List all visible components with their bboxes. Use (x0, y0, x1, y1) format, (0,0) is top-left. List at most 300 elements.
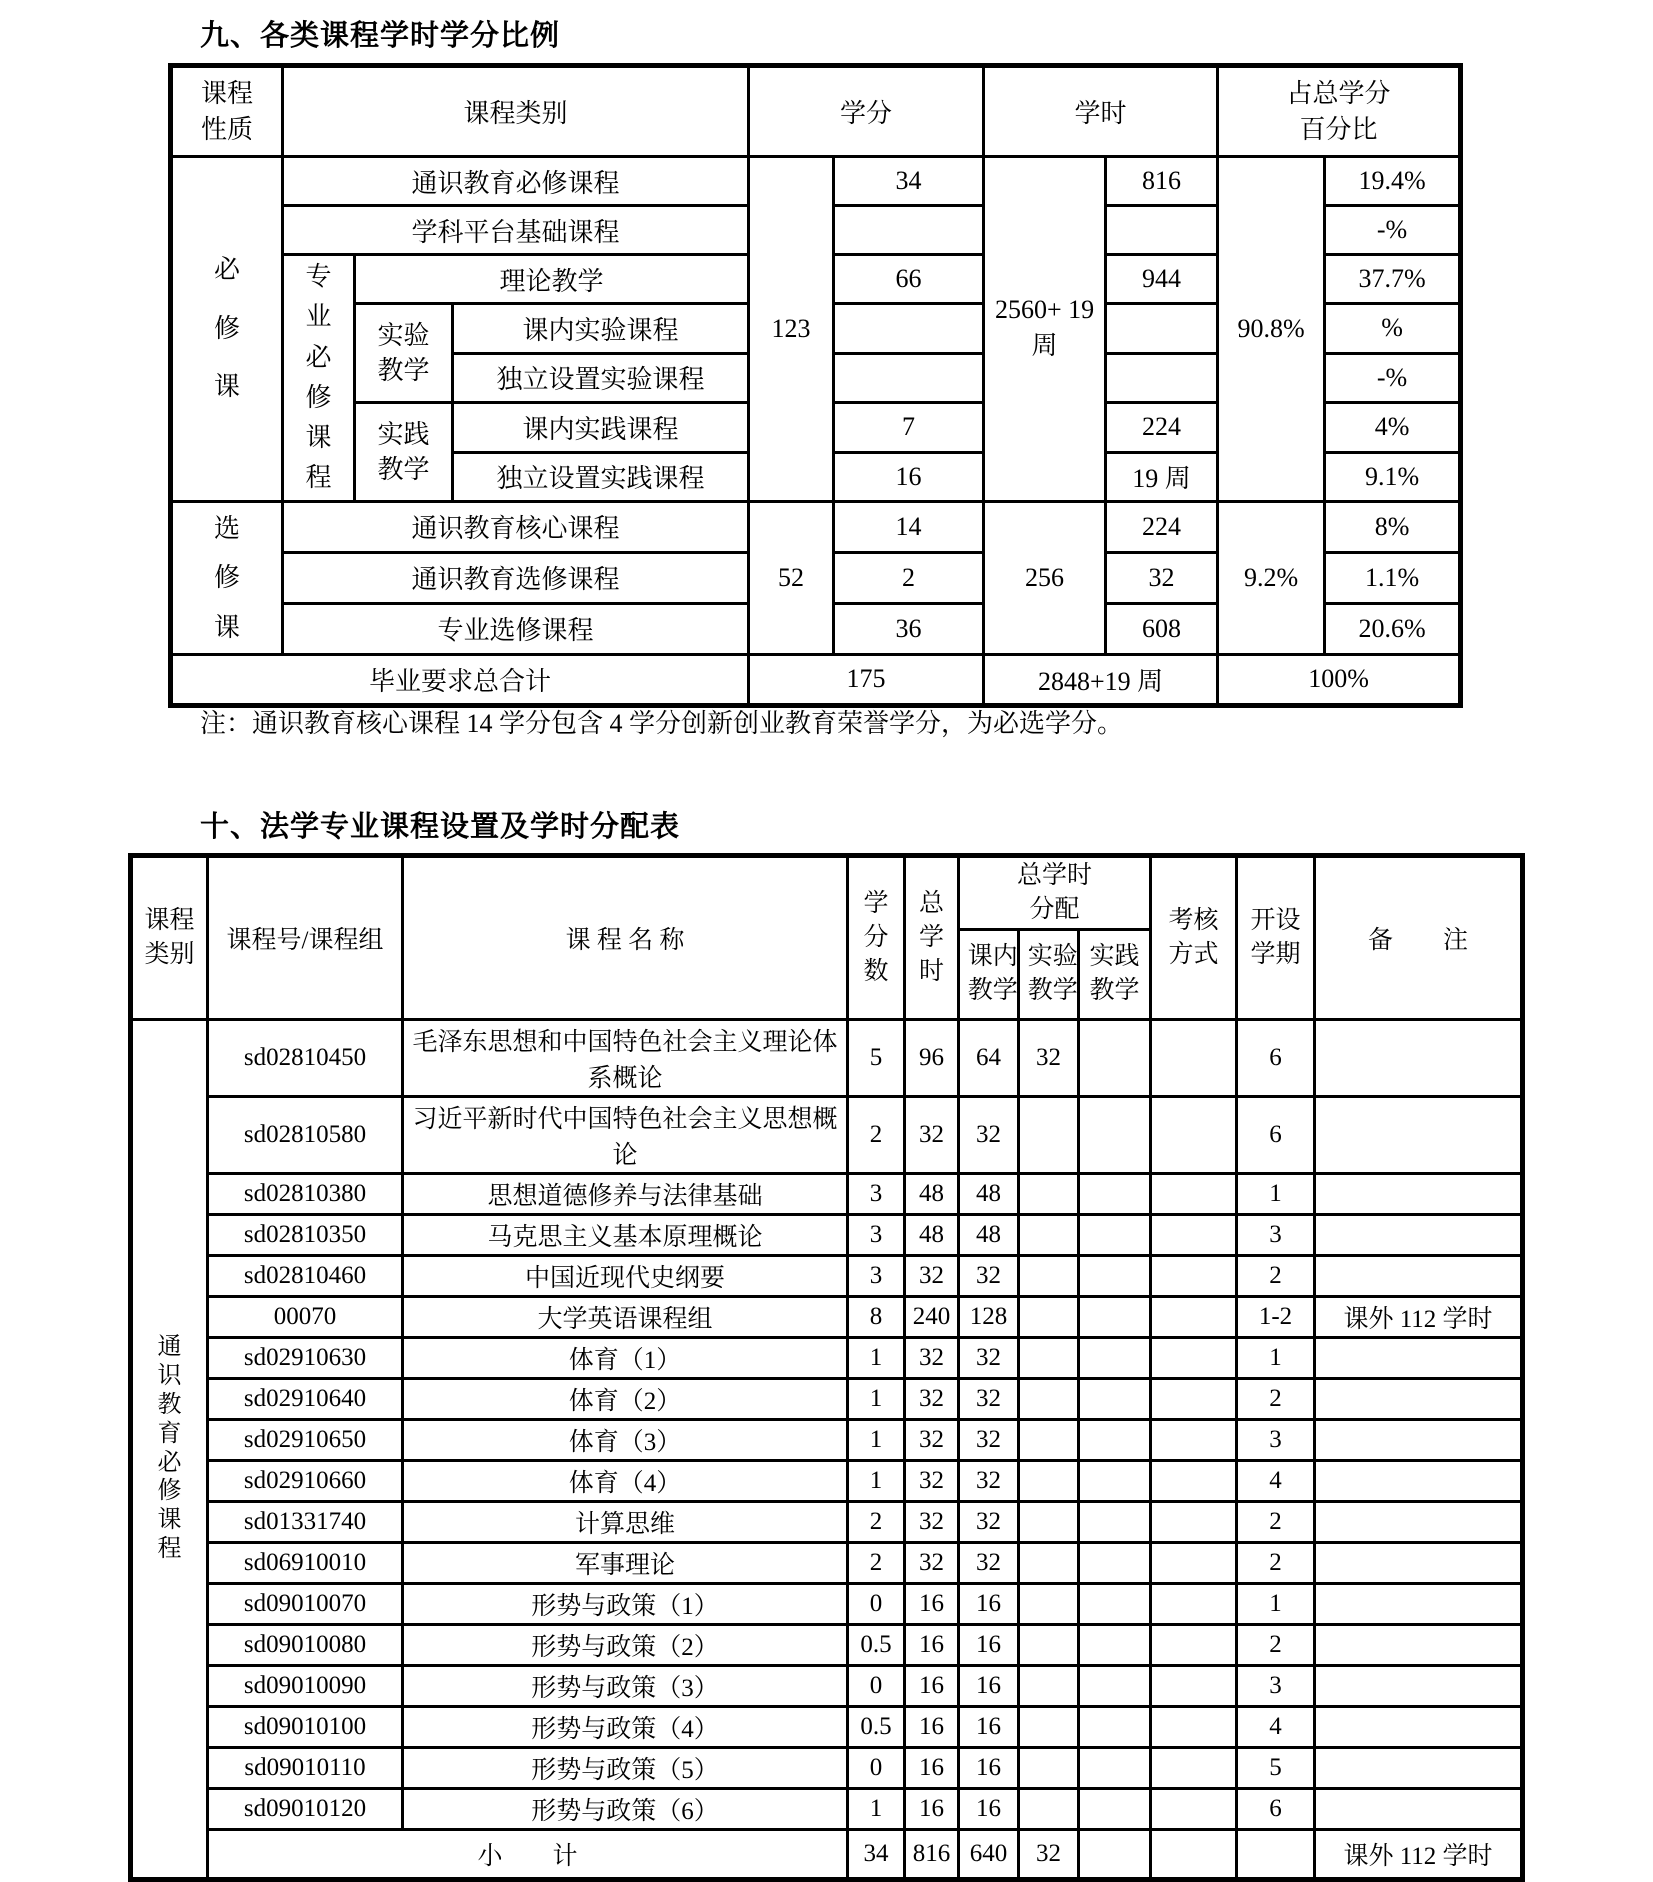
total-cell: 16 (905, 1788, 959, 1829)
remarks-cell (1315, 1460, 1523, 1501)
semester-cell: 1-2 (1237, 1296, 1315, 1337)
assessment-cell (1151, 1214, 1237, 1255)
assessment-cell (1151, 1173, 1237, 1214)
total-cell: 32 (905, 1378, 959, 1419)
remarks-cell (1315, 1255, 1523, 1296)
category-header-label: 课程类别 (144, 907, 195, 968)
assessment-header-label: 考核方式 (1168, 907, 1219, 968)
practice-cell (1079, 1337, 1151, 1378)
t2-header-total-hours (905, 856, 959, 1020)
experiment-cell (1019, 1501, 1079, 1542)
course-row (131, 1624, 1523, 1665)
hours-alloc-header-label: 总学时分配 (1016, 862, 1092, 923)
t1-total-row (171, 654, 1461, 705)
course-name-cell: 军事理论 (403, 1542, 848, 1583)
hour-cell: 224 (1106, 501, 1218, 552)
t2-header-credits (848, 856, 905, 1020)
credits-cell: 34 (848, 1829, 905, 1879)
semester-cell: 2 (1237, 1378, 1315, 1419)
pct-cell: 8% (1325, 501, 1461, 552)
in_class-cell: 32 (959, 1255, 1019, 1296)
course-name-cell: 计算思维 (403, 1501, 848, 1542)
required-credit-total-cell: 123 (749, 157, 834, 502)
hour-cell: 816 (1106, 157, 1218, 206)
credit-cell: 66 (834, 255, 984, 304)
course-row (131, 1419, 1523, 1460)
total-cell: 32 (905, 1096, 959, 1173)
course-number-cell: sd02910630 (208, 1337, 403, 1378)
in_class-cell: 64 (959, 1019, 1019, 1096)
t2-header-assessment (1151, 856, 1237, 1020)
total-cell: 816 (905, 1829, 959, 1879)
semester-cell: 3 (1237, 1665, 1315, 1706)
t2-header-hours-alloc (959, 856, 1151, 930)
semester-cell: 3 (1237, 1214, 1315, 1255)
practice-cell (1079, 1419, 1151, 1460)
hour-cell: 944 (1106, 255, 1218, 304)
practice-cell (1079, 1788, 1151, 1829)
t2-header-semester (1237, 856, 1315, 1020)
course-name-cell: 形势与政策（2） (403, 1624, 848, 1665)
practice-cell (1079, 1378, 1151, 1419)
graduation-total-label-cell: 毕业要求总合计 (171, 654, 749, 705)
t2-header-in-class (959, 929, 1019, 1019)
course-number-cell: sd09010100 (208, 1706, 403, 1747)
credit-cell: 34 (834, 157, 984, 206)
t1-header-course-nature (171, 66, 283, 157)
semester-cell: 6 (1237, 1019, 1315, 1096)
course-row (131, 1542, 1523, 1583)
course-name-cell: 形势与政策（3） (403, 1665, 848, 1706)
credit-cell: 14 (834, 501, 984, 552)
total-cell: 240 (905, 1296, 959, 1337)
required-hour-total-cell: 2560+ 19 周 (984, 157, 1106, 502)
assessment-cell (1151, 1829, 1237, 1879)
semester-cell: 4 (1237, 1460, 1315, 1501)
assessment-cell (1151, 1706, 1237, 1747)
experiment-cell (1019, 1747, 1079, 1788)
credits-cell: 0.5 (848, 1624, 905, 1665)
total-hours-header-label: 总学时 (918, 890, 944, 985)
category-cell: 专业选修课程 (283, 603, 749, 654)
course-name-cell: 体育（1） (403, 1337, 848, 1378)
remarks-cell (1315, 1542, 1523, 1583)
category-cell: 通识教育必修课程 (283, 157, 749, 206)
remarks-cell: 课外 112 学时 (1315, 1829, 1523, 1879)
credits-cell: 3 (848, 1214, 905, 1255)
course-row (131, 1337, 1523, 1378)
practice-cell (1079, 1019, 1151, 1096)
assessment-cell (1151, 1583, 1237, 1624)
course-number-cell: sd02810460 (208, 1255, 403, 1296)
course-name-cell: 形势与政策（1） (403, 1583, 848, 1624)
in_class-cell: 16 (959, 1788, 1019, 1829)
t2-header-course-no: 课程号/课程组 (208, 856, 403, 1020)
pct-cell: 4% (1325, 402, 1461, 452)
credits-header-label: 学分数 (863, 890, 889, 985)
total-cell: 16 (905, 1624, 959, 1665)
practice-cell (1079, 1829, 1151, 1879)
credits-cell: 2 (848, 1501, 905, 1542)
t2-header-remarks: 备 注 (1315, 856, 1523, 1020)
credits-cell: 2 (848, 1096, 905, 1173)
pct-cell: 9.1% (1325, 452, 1461, 501)
in_class-cell: 32 (959, 1542, 1019, 1583)
section10-title: 十、法学专业课程设置及学时分配表 (200, 811, 681, 843)
hour-cell: 19 周 (1106, 452, 1218, 501)
course-name-cell: 毛泽东思想和中国特色社会主义理论体系概论 (403, 1019, 848, 1096)
course-number-cell: sd02910640 (208, 1378, 403, 1419)
credits-cell: 1 (848, 1337, 905, 1378)
pct-cell: % (1325, 304, 1461, 354)
elective-pct-total-cell: 9.2% (1218, 501, 1325, 654)
semester-cell: 2 (1237, 1501, 1315, 1542)
graduation-total-pct-cell: 100% (1218, 654, 1461, 705)
experiment-cell (1019, 1173, 1079, 1214)
semester-cell: 1 (1237, 1337, 1315, 1378)
t1-row (171, 157, 1461, 206)
practice-cell (1079, 1747, 1151, 1788)
pct-cell: -% (1325, 353, 1461, 402)
practice-cell (1079, 1255, 1151, 1296)
hour-cell (1106, 353, 1218, 402)
experiment-cell (1019, 1460, 1079, 1501)
practice-cell (1079, 1096, 1151, 1173)
nature-elective-cell (171, 501, 283, 654)
remarks-cell (1315, 1706, 1523, 1747)
in_class-cell: 32 (959, 1501, 1019, 1542)
category-cell: 课内实验课程 (453, 304, 749, 354)
semester-cell: 6 (1237, 1096, 1315, 1173)
hour-cell: 32 (1106, 552, 1218, 603)
course-number-cell: sd01331740 (208, 1501, 403, 1542)
category-cell: 通识教育选修课程 (283, 552, 749, 603)
t1-header-credits: 学分 (749, 66, 984, 157)
credits-cell: 0 (848, 1747, 905, 1788)
total-cell: 32 (905, 1337, 959, 1378)
section9-title: 九、各类课程学时学分比例 (200, 20, 561, 52)
in_class-cell: 32 (959, 1378, 1019, 1419)
semester-cell: 2 (1237, 1255, 1315, 1296)
semester-cell: 1 (1237, 1173, 1315, 1214)
graduation-total-hour-cell: 2848+19 周 (984, 654, 1218, 705)
assessment-cell (1151, 1337, 1237, 1378)
course-row (131, 1460, 1523, 1501)
practice-cell (1079, 1214, 1151, 1255)
t1-header-course-category: 课程类别 (283, 66, 749, 157)
course-name-cell: 大学英语课程组 (403, 1296, 848, 1337)
remarks-cell (1315, 1788, 1523, 1829)
in_class-cell: 16 (959, 1665, 1019, 1706)
in_class-cell: 32 (959, 1096, 1019, 1173)
course-name-cell: 体育（3） (403, 1419, 848, 1460)
category-cell: 通识教育核心课程 (283, 501, 749, 552)
practice-header-label: 实践教学 (1089, 943, 1140, 1004)
in_class-cell: 128 (959, 1296, 1019, 1337)
t1-header-pct (1218, 66, 1461, 157)
course-row (131, 1665, 1523, 1706)
assessment-cell (1151, 1665, 1237, 1706)
credits-cell: 1 (848, 1419, 905, 1460)
course-row (131, 1296, 1523, 1337)
in_class-cell: 16 (959, 1747, 1019, 1788)
remarks-cell (1315, 1419, 1523, 1460)
pct-cell: 20.6% (1325, 603, 1461, 654)
remarks-cell (1315, 1173, 1523, 1214)
assessment-cell (1151, 1542, 1237, 1583)
semester-cell: 4 (1237, 1706, 1315, 1747)
credits-cell: 1 (848, 1788, 905, 1829)
course-name-cell: 中国近现代史纲要 (403, 1255, 848, 1296)
credit-cell: 7 (834, 402, 984, 452)
subtotal-label-cell: 小 计 (208, 1829, 848, 1879)
total-cell: 32 (905, 1501, 959, 1542)
course-table-body (131, 1019, 1523, 1879)
major-required-group-cell (283, 255, 355, 502)
credits-cell: 0 (848, 1583, 905, 1624)
in-class-header-label: 课内教学 (967, 943, 1018, 1004)
remarks-cell (1315, 1747, 1523, 1788)
course-nature-label: 课程性质 (200, 79, 253, 144)
experiment-cell: 32 (1019, 1829, 1079, 1879)
semester-cell: 6 (1237, 1788, 1315, 1829)
practice-cell (1079, 1296, 1151, 1337)
course-number-cell: sd09010090 (208, 1665, 403, 1706)
course-row (131, 1214, 1523, 1255)
experiment-cell (1019, 1419, 1079, 1460)
experiment-teaching-group-cell (355, 304, 453, 403)
remarks-cell (1315, 1378, 1523, 1419)
practice-cell (1079, 1583, 1151, 1624)
course-category-label: 通识教育必修课程 (157, 1334, 182, 1562)
required-label: 必修课 (213, 255, 240, 402)
t2-header-category (131, 856, 208, 1020)
in_class-cell: 32 (959, 1337, 1019, 1378)
t1-row (171, 501, 1461, 552)
course-number-cell: sd09010110 (208, 1747, 403, 1788)
credit-cell (834, 304, 984, 354)
hour-cell: 224 (1106, 402, 1218, 452)
remarks-cell (1315, 1583, 1523, 1624)
credits-cell: 2 (848, 1542, 905, 1583)
semester-header-label: 开设学期 (1250, 907, 1301, 968)
semester-cell: 2 (1237, 1624, 1315, 1665)
course-row (131, 1019, 1523, 1096)
credits-cell: 3 (848, 1255, 905, 1296)
course-row (131, 1501, 1523, 1542)
course-number-cell: sd02910660 (208, 1460, 403, 1501)
course-number-cell: 00070 (208, 1296, 403, 1337)
semester-cell: 2 (1237, 1542, 1315, 1583)
course-name-cell: 习近平新时代中国特色社会主义思想概论 (403, 1096, 848, 1173)
total-cell: 16 (905, 1706, 959, 1747)
credit-ratio-table (168, 63, 1463, 708)
t1-header-hours: 学时 (984, 66, 1218, 157)
course-schedule-table (128, 853, 1525, 1882)
assessment-cell (1151, 1096, 1237, 1173)
practice-teaching-label: 实践教学 (377, 419, 430, 484)
credit-cell: 16 (834, 452, 984, 501)
remarks-cell (1315, 1624, 1523, 1665)
assessment-cell (1151, 1019, 1237, 1096)
practice-cell (1079, 1624, 1151, 1665)
experiment-cell (1019, 1096, 1079, 1173)
total-cell: 48 (905, 1214, 959, 1255)
in_class-cell: 32 (959, 1460, 1019, 1501)
credits-cell: 8 (848, 1296, 905, 1337)
total-cell: 32 (905, 1460, 959, 1501)
in_class-cell: 32 (959, 1419, 1019, 1460)
experiment-header-label: 实验教学 (1027, 943, 1078, 1004)
t2-header-row-1 (131, 856, 1523, 930)
course-name-cell: 思想道德修养与法律基础 (403, 1173, 848, 1214)
course-category-cell (131, 1019, 208, 1879)
course-name-cell: 形势与政策（6） (403, 1788, 848, 1829)
category-cell: 独立设置实践课程 (453, 452, 749, 501)
practice-cell (1079, 1665, 1151, 1706)
assessment-cell (1151, 1255, 1237, 1296)
hour-cell: 608 (1106, 603, 1218, 654)
credit-cell (834, 353, 984, 402)
category-cell: 学科平台基础课程 (283, 206, 749, 255)
course-row (131, 1096, 1523, 1173)
total-cell: 32 (905, 1255, 959, 1296)
practice-cell (1079, 1173, 1151, 1214)
experiment-cell (1019, 1665, 1079, 1706)
course-row (131, 1583, 1523, 1624)
total-cell: 32 (905, 1419, 959, 1460)
pct-label: 占总学分百分比 (1286, 79, 1391, 144)
in_class-cell: 16 (959, 1706, 1019, 1747)
total-cell: 96 (905, 1019, 959, 1096)
assessment-cell (1151, 1378, 1237, 1419)
elective-hour-total-cell: 256 (984, 501, 1106, 654)
graduation-total-credit-cell: 175 (749, 654, 984, 705)
course-number-cell: sd09010070 (208, 1583, 403, 1624)
experiment-cell (1019, 1214, 1079, 1255)
total-cell: 32 (905, 1542, 959, 1583)
practice-cell (1079, 1460, 1151, 1501)
elective-label: 选修课 (213, 513, 240, 642)
remarks-cell (1315, 1019, 1523, 1096)
course-number-cell: sd02810580 (208, 1096, 403, 1173)
course-number-cell: sd09010080 (208, 1624, 403, 1665)
practice-cell (1079, 1501, 1151, 1542)
subtotal-row (131, 1829, 1523, 1879)
experiment-cell (1019, 1337, 1079, 1378)
experiment-cell (1019, 1583, 1079, 1624)
total-cell: 48 (905, 1173, 959, 1214)
course-name-cell: 形势与政策（4） (403, 1706, 848, 1747)
course-number-cell: sd09010120 (208, 1788, 403, 1829)
remarks-cell (1315, 1665, 1523, 1706)
elective-credit-total-cell: 52 (749, 501, 834, 654)
t1-header-row (171, 66, 1461, 157)
remarks-cell (1315, 1501, 1523, 1542)
experiment-teaching-label: 实验教学 (377, 320, 430, 385)
experiment-cell (1019, 1255, 1079, 1296)
credits-cell: 0.5 (848, 1706, 905, 1747)
course-number-cell: sd02810450 (208, 1019, 403, 1096)
total-cell: 16 (905, 1747, 959, 1788)
assessment-cell (1151, 1624, 1237, 1665)
credit-cell (834, 206, 984, 255)
remarks-cell: 课外 112 学时 (1315, 1296, 1523, 1337)
experiment-cell (1019, 1706, 1079, 1747)
course-row (131, 1173, 1523, 1214)
t2-header-practice (1079, 929, 1151, 1019)
credit-cell: 36 (834, 603, 984, 654)
course-name-cell: 形势与政策（5） (403, 1747, 848, 1788)
credit-cell: 2 (834, 552, 984, 603)
course-number-cell: sd06910010 (208, 1542, 403, 1583)
hour-cell (1106, 304, 1218, 354)
in_class-cell: 16 (959, 1583, 1019, 1624)
in_class-cell: 640 (959, 1829, 1019, 1879)
practice-cell (1079, 1542, 1151, 1583)
pct-cell: -% (1325, 206, 1461, 255)
credits-cell: 1 (848, 1378, 905, 1419)
semester-cell (1237, 1829, 1315, 1879)
pct-cell: 1.1% (1325, 552, 1461, 603)
credits-cell: 1 (848, 1460, 905, 1501)
remarks-cell (1315, 1337, 1523, 1378)
course-name-cell: 马克思主义基本原理概论 (403, 1214, 848, 1255)
in_class-cell: 48 (959, 1173, 1019, 1214)
credits-cell: 0 (848, 1665, 905, 1706)
course-name-cell: 体育（2） (403, 1378, 848, 1419)
hour-cell (1106, 206, 1218, 255)
course-name-cell: 体育（4） (403, 1460, 848, 1501)
practice-teaching-group-cell (355, 402, 453, 501)
assessment-cell (1151, 1501, 1237, 1542)
experiment-cell (1019, 1624, 1079, 1665)
credits-cell: 5 (848, 1019, 905, 1096)
assessment-cell (1151, 1747, 1237, 1788)
course-number-cell: sd02810350 (208, 1214, 403, 1255)
practice-cell (1079, 1706, 1151, 1747)
experiment-cell (1019, 1542, 1079, 1583)
course-number-cell: sd02810380 (208, 1173, 403, 1214)
semester-cell: 3 (1237, 1419, 1315, 1460)
course-number-cell: sd02910650 (208, 1419, 403, 1460)
pct-cell: 19.4% (1325, 157, 1461, 206)
pct-cell: 37.7% (1325, 255, 1461, 304)
credits-cell: 3 (848, 1173, 905, 1214)
remarks-cell (1315, 1096, 1523, 1173)
category-cell: 独立设置实验课程 (453, 353, 749, 402)
course-row (131, 1788, 1523, 1829)
experiment-cell (1019, 1788, 1079, 1829)
major-required-label: 专业必修课程 (305, 262, 332, 493)
category-cell: 课内实践课程 (453, 402, 749, 452)
experiment-cell (1019, 1378, 1079, 1419)
remarks-cell (1315, 1214, 1523, 1255)
course-row (131, 1378, 1523, 1419)
course-row (131, 1747, 1523, 1788)
total-cell: 16 (905, 1583, 959, 1624)
t2-header-course-name: 课 程 名 称 (403, 856, 848, 1020)
assessment-cell (1151, 1460, 1237, 1501)
experiment-cell: 32 (1019, 1019, 1079, 1096)
total-cell: 16 (905, 1665, 959, 1706)
in_class-cell: 16 (959, 1624, 1019, 1665)
table1-note: 注：通识教育核心课程 14 学分包含 4 学分创新创业教育荣誉学分，为必选学分。 (200, 709, 1124, 738)
semester-cell: 1 (1237, 1583, 1315, 1624)
required-pct-total-cell: 90.8% (1218, 157, 1325, 502)
in_class-cell: 48 (959, 1214, 1019, 1255)
assessment-cell (1151, 1419, 1237, 1460)
